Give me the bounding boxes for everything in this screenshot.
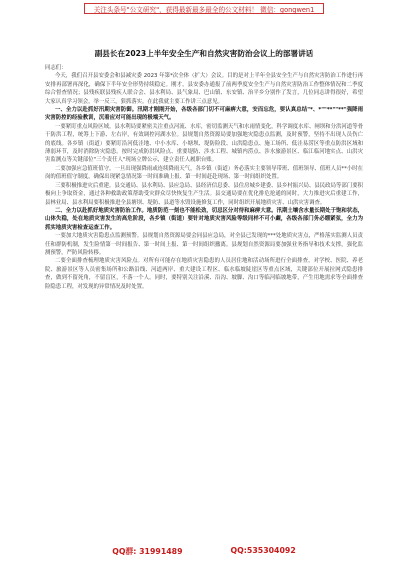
document-title: 副县长在2023上半年安全生产和自然灾害防治会议上的部署讲话 <box>94 49 314 58</box>
paragraph-1-1: 一要紧盯重点风险区域。县水利局要紧密关注重点河流、水库，密切监测天气和水雨情变化，科学调度水库、闸坝和分洪河道等骨干防洪工程，统筹上下游、左右岸，有效调控河湖水位。县规划自然资源局要加强地灾隐患点监测，及时预警，坚持不出现人员伤亡的底线。各乡镇（街道）要紧盯沿河低洼地、中小水库、小塘坝、堤防险段、山洪隐患点、施工场所、低洼易涝区等重点防洪区域和薄弱环节，及时消除防灾隐患。按时完成防洪风险点、重要堤防、涉水工程、城镇内涝点、涉水旅游景区、临江临河地实点、山洪灾害监测点等关键部位"三个责任人"现场立牌公示，建立责任人履职台账。 <box>45 123 363 164</box>
paragraph-1-3: 三要积极推进灾后重建。县交通局、县水利局、县应急局、县经济信息委、县住房城乡建委、县乡村振兴局、县民政局等部门要积极向上争取资金，通过各种救助政策帮助受灾群众尽快恢复生产生活。县交通局要在优化排危抢通的同时，大力推进灾后重建工作，县林业局、县水利局要积极推进全县塘坝、堤防、县道等水毁设施修复工作，同时组织开展地质灾害、山洪灾害调查。 <box>45 182 363 206</box>
paragraph-intro: 今天，我们召开县安委会和县减灾委 2023 年第*次全体（扩大）会议。目的是对上半年全县安全生产与自然灾害防治工作进行再安排再部署再深化，确保下半年安全形势持续稳定。刚才，县安委办通报了前两季度安全生产与自然灾害防治工作整体情况和二季度综合督查情况；县残疾联县残疾人联合会、县水利局、县气象局、巴山镇、东安镇、治平乡分别作了发言，几位同志讲得很好，希望大家认真学习领会，举一反三，狠抓落实。在此我就主要工作讲三点意见。 <box>45 73 363 105</box>
paragraph-1-2: 二要加强应急值班值守。一旦出现强降雨或连续降雨天气，各乡镇（街道）务必落实主要领导带班、值班领导、值班人员**小时在岗的值班值守制度，确保出现紧急情况第一时间准确上报、第一时间赶赴现场、第一时间组织处置。 <box>45 165 363 181</box>
document-body <box>45 64 363 291</box>
paragraph-2-2: 二要全面排查梳理地质灾害风险点。对所有可能存在地质灾害隐患的人员居住地和活动场所进行全面排查，对学校、医院、养老院、旅游景区等人员密集场所和公路沿线、河道两岸、重大建设工程区、临水临坡陡崖区等重点区域，关键部位开展拉网式隐患排查，做到不留死角，不留盲区，不落一个人。同时，要特别关注沿溪、沿沟、坡脚、沟口等临河临坡地带，产生用地需求等全面排查险隐患工程，对发现的异常情况及时处置。 <box>45 258 363 290</box>
paragraph-section-2: 二、全力以赴抓好地质灾害防治工作。地质防范一刻也不能松劲，切忌区分对待和麻痹大意。汛期土壤含水量长期处于饱和状态，山体失稳，处在地质灾害发生的高危阶段，各乡镇（街道）要针对地质灾害风险等级同样不可小觑，各级各部门务必绷紧弦，全力为抓实地质灾害检查运查工作。 <box>45 207 363 231</box>
footer-contact <box>0 546 408 557</box>
promo-banner-text: 关注头条号"公文研究"，获得最新最多最全的公文材料！ 微信：gongwen1 <box>93 5 315 14</box>
footer-qq: QQ:535304092 <box>230 546 296 555</box>
promo-banner <box>84 3 324 14</box>
paragraph-2-1: 一要加大地质灾害隐患点监测预警。县规划自然资源局要会同县应急局，对全县已发现的***处地质灾害点，严格落实监测人员责任和群防机制，发生险情第一时间报告、第一时间上报、第一时间组织撤离。县规划自然资源局要加强业务指导和技术支撑，强化监测预警，严防风险转移。 <box>45 233 363 256</box>
footer-qq-group: QQ群: 31991489 <box>112 547 183 556</box>
greeting: 同志们： <box>45 65 67 71</box>
paragraph-section-1: 一、全力以赴抓好汛期灾害防御。汛期才刚刚开始，各级各部门切不可麻痹大意，安而忘危，要认真总结"*、*""**""**"强降雨灾害防控的经验教训，沉着应对可能出现的极端天气。 <box>45 107 363 122</box>
